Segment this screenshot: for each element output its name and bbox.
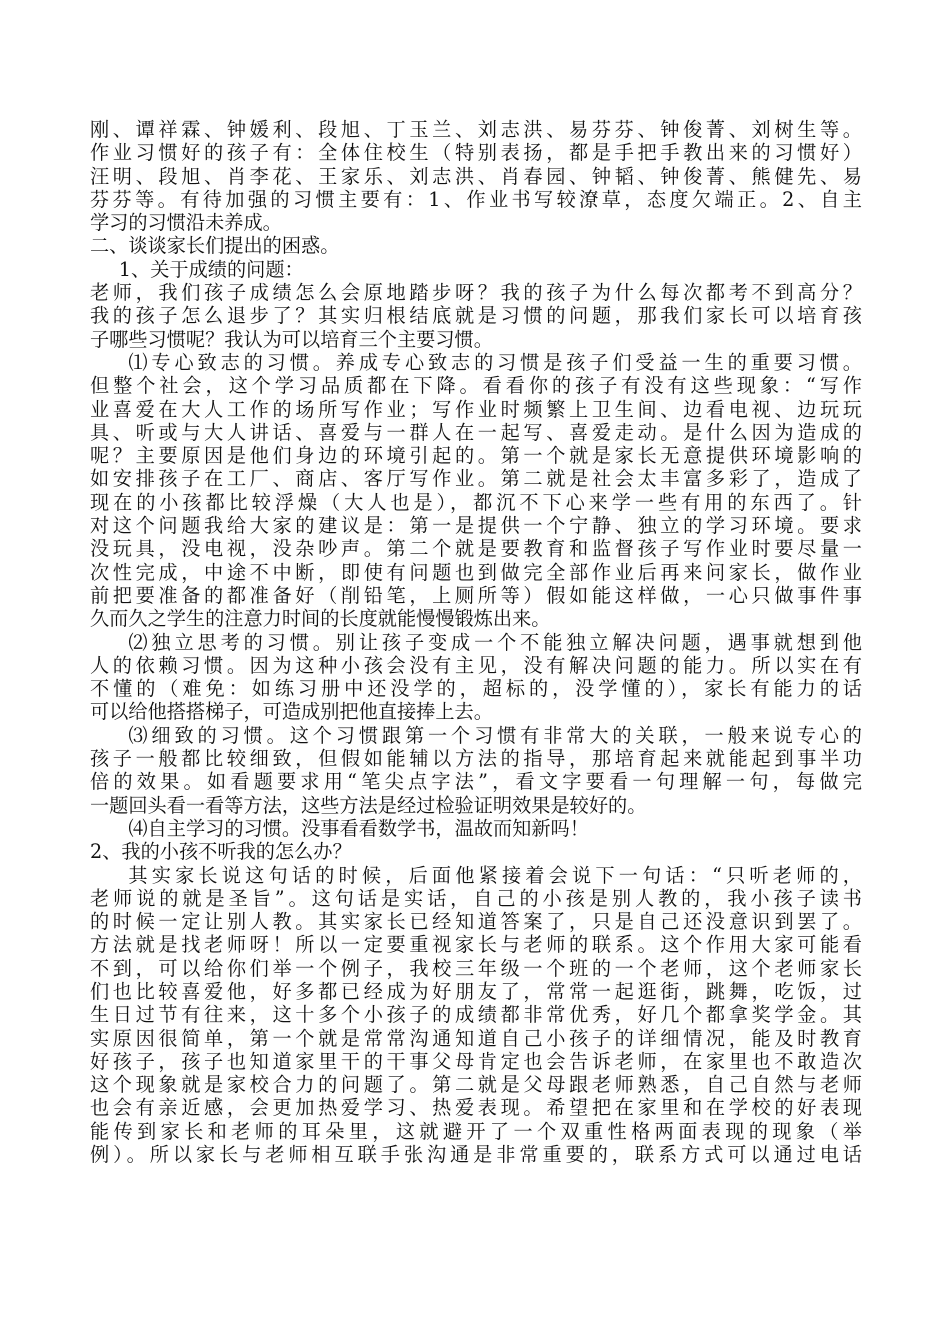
text-line: ⑵独立思考的习惯。别让孩子变成一个不能独立解决问题，遇事就想到他 [128,630,862,654]
text-line: 2、我的小孩不听我的怎么办？ [90,840,352,864]
text-line: 不懂的（难免：如练习册中还没学的，超标的，没学懂的），家长有能力的话 [90,677,862,701]
text-line: 具、听或与大人讲话、喜爱与一群人在一起写、喜爱走动。是什么因为造成的 [90,420,862,444]
text-line: 久而久之学生的注意力时间的长度就能慢慢锻炼出来。 [90,607,551,631]
text-line: 其实家长说这句话的时候，后面他紧接着会说下一句话：“只听老师的， [128,863,862,887]
text-line: 们也比较喜爱他，好多都已经成为好朋友了，常常一起逛街，跳舞，吃饭，过 [90,979,862,1003]
text-line: 汪明、段旭、肖李花、王家乐、刘志洪、肖春园、钟韬、钟俊菁、熊健先、易 [90,164,862,188]
text-line: ⑷自主学习的习惯。没事看看数学书，温故而知新吗！ [128,816,589,840]
text-line: 如安排孩子在工厂、商店、客厅写作业。第二就是社会太丰富多彩了，造成了 [90,467,862,491]
text-line: 我的孩子怎么退步了？其实归根结底就是习惯的问题，那我们家长可以培育孩 [90,304,862,328]
text-line: 1、关于成绩的问题： [118,257,304,281]
text-line: 人的依赖习惯。因为这种小孩会没有主见，没有解决问题的能力。所以实在有 [90,653,862,677]
text-line: 学习的习惯沿未养成。 [90,211,282,235]
text-line: 对这个问题我给大家的建议是：第一是提供一个宁静、独立的学习环境。要求 [90,514,862,538]
text-line: 可以给他搭搭梯子，可造成别把他直接捧上去。 [90,700,493,724]
text-line: 二、谈谈家长们提出的困惑。 [90,234,340,258]
text-line: 例）。所以家长与老师相互联手张沟通是非常重要的，联系方式可以通过电话 [90,1143,862,1167]
text-line: 呢？主要原因是他们身边的环境引起的。第一个就是家长无意提供环境影响的 [90,444,862,468]
text-line: 能传到家长和老师的耳朵里，这就避开了一个双重性格两面表现的现象（举 [90,1119,862,1143]
text-line: 这个现象就是家校合力的问题了。第二就是父母跟老师熟悉，自己自然与老师 [90,1073,862,1097]
text-line: 子哪些习惯呢？我认为可以培育三个主要习惯。 [90,327,493,351]
text-line: 好孩子，孩子也知道家里干的干事父母肯定也会告诉老师，在家里也不敢造次 [90,1049,862,1073]
text-line: 也会有亲近感，会更加热爱学习、热爱表现。希望把在家里和在学校的好表现 [90,1096,862,1120]
text-line: 但整个社会，这个学习品质都在下降。看看你的孩子有没有这些现象：“写作 [90,374,862,398]
text-line: 一题回头看一看等方法，这些方法是经过检验证明效果是较好的。 [90,793,647,817]
text-line: 实原因很简单，第一个就是常常沟通知道自己小孩子的详细情况，能及时教育 [90,1026,862,1050]
text-line: 作业习惯好的孩子有：全体住校生（特别表扬，都是手把手教出来的习惯好） [90,141,862,165]
text-line: 孩子一般都比较细致，但假如能辅以方法的指导，那培育起来就能起到事半功 [90,747,862,771]
text-line: 方法就是找老师呀！所以一定要重视家长与老师的联系。这个作用大家可能看 [90,933,862,957]
text-line: 业喜爱在大人工作的场所写作业；写作业时频繁上卫生间、边看电视、边玩玩 [90,397,862,421]
text-line: 没玩具，没电视，没杂吵声。第二个就是要教育和监督孩子写作业时要尽量一 [90,537,862,561]
text-line: 的时候一定让别人教。其实家长已经知道答案了，只是自己还没意识到罢了。 [90,910,862,934]
text-line: ⑶细致的习惯。这个习惯跟第一个习惯有非常大的关联，一般来说专心的 [128,723,862,747]
text-line: ⑴专心致志的习惯。养成专心致志的习惯是孩子们受益一生的重要习惯。 [128,350,862,374]
text-line: 不到，可以给你们举一个例子，我校三年级一个班的一个老师，这个老师家长 [90,956,862,980]
text-line: 刚、谭祥霖、钟媛利、段旭、丁玉兰、刘志洪、易芬芬、钟俊菁、刘树生等。 [90,118,862,141]
document-body [90,118,862,1166]
text-line: 倍的效果。如看题要求用“笔尖点字法”，看文字要看一句理解一句，每做完 [90,770,862,794]
text-line: 芬芬等。有待加强的习惯主要有：1、作业书写较潦草，态度欠端正。2、自主 [90,187,862,211]
text-line: 老师说的就是圣旨”。这句话是实话，自己的小孩是别人教的，我小孩子读书 [90,886,862,910]
text-line: 现在的小孩都比较浮燥（大人也是），都沉不下心来学一些有用的东西了。针 [90,490,862,514]
text-line: 生日过节有往来，这十多个小孩子的成绩都非常优秀，好几个都拿奖学金。其 [90,1003,862,1027]
text-line: 老师，我们孩子成绩怎么会原地踏步呀？我的孩子为什么每次都考不到高分？ [90,281,862,305]
text-line: 次性完成，中途不中断，即使有问题也到做完全部作业后再来问家长，做作业 [90,560,862,584]
text-line: 前把要准备的都准备好（削铅笔，上厕所等）假如能这样做，一心只做事件事 [90,583,862,607]
